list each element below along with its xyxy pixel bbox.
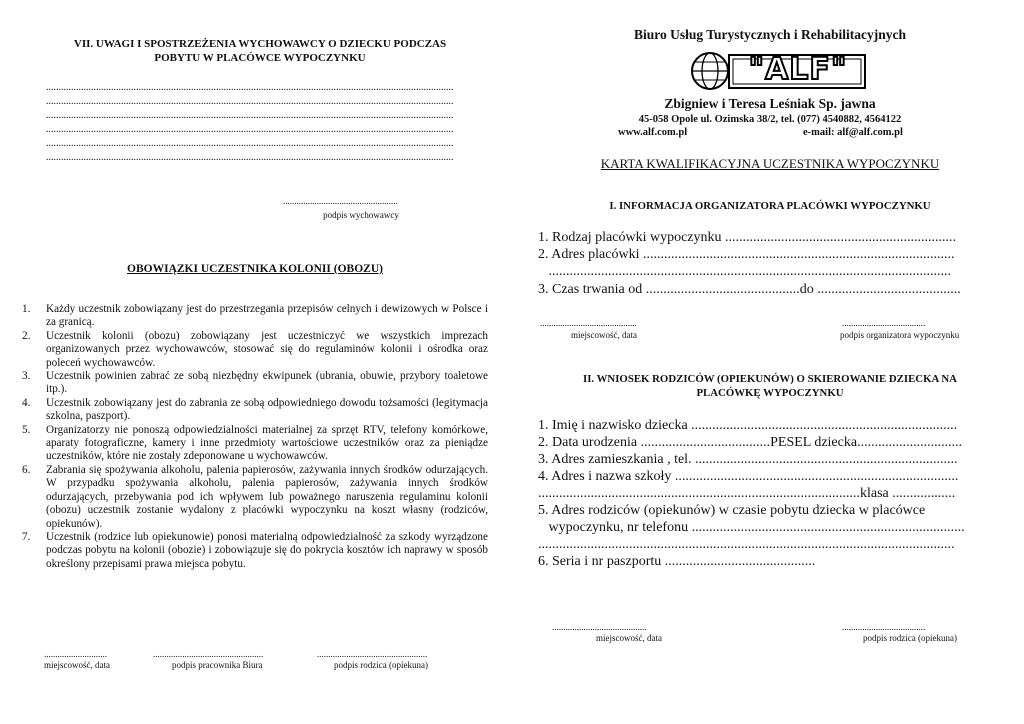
duties-list — [22, 303, 488, 571]
s2-row-birth-pesel[interactable]: 2. Data urodzenia .....................................PESEL dziecka.............................. — [538, 435, 963, 450]
s2-row-child-name[interactable]: 1. Imię i nazwisko dziecka ............................................................................ — [538, 418, 958, 433]
parent-signature-label-left: podpis rodzica (opiekuna) — [334, 660, 428, 670]
list-item — [22, 531, 488, 571]
remark-line-6[interactable]: ................................................................................................................................................................... — [46, 152, 454, 163]
item-number: 2. — [22, 329, 31, 342]
parent-signature-line-left[interactable]: ................................................. — [317, 649, 428, 659]
item-text: Organizatorzy nie ponoszą odpowiedzialności materialnej za sprzęt RTV, telefony komórkowe, aparaty fotograficzne, kamery i inne przedmioty wartościowe uczestników oraz za pieniądze uczestników, które nie zostały zdeponowane u wychowawców. — [46, 423, 488, 463]
office-signature-line[interactable]: ................................................. — [153, 649, 264, 659]
bottom-date-line[interactable]: ............................ — [44, 649, 107, 659]
list-item — [22, 424, 488, 464]
email-link[interactable]: e-mail: alf@alf.com.pl — [803, 127, 903, 138]
remark-line-1[interactable]: ................................................................................................................................................................... — [46, 82, 454, 93]
remark-line-3[interactable]: ................................................................................................................................................................... — [46, 110, 454, 121]
remark-line-2[interactable]: ................................................................................................................................................................... — [46, 96, 454, 107]
item-text: Uczestnik zobowiązany jest do zabrania ze sobą odpowiedniego dowodu tożsamości (legitymacja szkolna, paszport). — [46, 396, 488, 423]
remark-line-4[interactable]: ................................................................................................................................................................... — [46, 124, 454, 135]
s2-date-label: miejscowość, data — [596, 633, 662, 643]
list-item — [22, 464, 488, 531]
company-name: Biuro Usług Turystycznych i Rehabilitacyjnych — [633, 27, 907, 42]
s2-row-extra-line[interactable]: ....................................................................................................................... — [538, 537, 955, 552]
s1-row-facility-address[interactable]: 2. Adres placówki ......................................................................................... — [538, 247, 955, 262]
list-item — [22, 330, 488, 370]
section1-title: I. INFORMACJA ORGANIZATORA PLACÓWKI WYPOCZYNKU — [609, 200, 931, 212]
card-title: KARTA KWALIFIKACYJNA UCZESTNIKA WYPOCZYNKU — [600, 156, 940, 171]
item-text: Każdy uczestnik zobowiązany jest do przestrzegania przepisów celnych i dewizowych w Polsce i za granicą. — [46, 303, 488, 329]
parent-signature-label-right: podpis rodzica (opiekuna) — [863, 633, 957, 643]
list-item — [22, 370, 488, 397]
item-text: Uczestnik (rodzice lub opiekunowie) ponosi materialną odpowiedzialność za szkody wyrządzone podczas pobytu na kolonii (obozie) i zobowiązuje się do pokrycia kosztów ich naprawy w sposób określony przepisami prawa miejsca pobytu. — [46, 530, 488, 570]
educator-signature-label: podpis wychowawcy — [323, 210, 399, 220]
alf-logo — [689, 50, 867, 92]
bottom-date-label: miejscowość, data — [44, 660, 110, 670]
item-number: 4. — [22, 396, 31, 409]
item-number: 5. — [22, 423, 31, 436]
section2-title-line1: II. WNIOSEK RODZICÓW (OPIEKUNÓW) O SKIEROWANIE DZIECKA NA — [583, 373, 957, 385]
s2-row-class[interactable]: ............................................................................................klasa .................. — [538, 486, 956, 501]
section2-title-line2: PLACÓWKĘ WYPOCZYNKU — [696, 387, 844, 399]
address: 45-058 Opole ul. Ozimska 38/2, tel. (077) 4540882, 4564122 — [638, 114, 902, 125]
s1-row-facility-type[interactable]: 1. Rodzaj placówki wypoczynku .................................................................. — [538, 230, 957, 245]
educator-signature-line[interactable]: ................................................... — [283, 196, 398, 206]
s1-date-line[interactable]: ........................................... — [540, 318, 637, 328]
parent-signature-line-right[interactable]: ..................................... — [842, 622, 926, 632]
remark-line-5[interactable]: ................................................................................................................................................................... — [46, 138, 454, 149]
section7-title-line2: POBYTU W PLACÓWCE WYPOCZYNKU — [154, 52, 366, 64]
s2-row-school[interactable]: 4. Adres i nazwa szkoły ................................................................................. — [538, 469, 959, 484]
s1-row-facility-address-2[interactable]: ................................................................................................................... — [538, 264, 951, 279]
office-signature-label: podpis pracownika Biura — [172, 660, 263, 670]
s1-date-label: miejscowość, data — [571, 330, 637, 340]
s2-row-home-address[interactable]: 3. Adres zamieszkania , tel. ........................................................................... — [538, 452, 958, 467]
s1-row-duration[interactable]: 3. Czas trwania od ............................................do ......................................... — [538, 282, 961, 297]
organizer-signature-line[interactable]: ..................................... — [842, 318, 926, 328]
item-number: 1. — [22, 303, 31, 315]
owners: Zbigniew i Teresa Leśniak Sp. jawna — [664, 96, 876, 111]
organizer-signature-label: podpis organizatora wypoczynku — [840, 330, 960, 340]
item-number: 7. — [22, 530, 31, 543]
section7-title-line1: VII. UWAGI I SPOSTRZEŻENIA WYCHOWAWCY O DZIECKU PODCZAS — [73, 38, 447, 50]
website-link[interactable]: www.alf.com.pl — [618, 127, 688, 138]
logo-text: "ALF" — [748, 52, 848, 87]
item-text: Uczestnik powinien zabrać ze sobą niezbędny ekwipunek (ubrania, obuwie, przybory toaletowe itp.). — [46, 370, 488, 396]
list-item — [22, 397, 488, 424]
s2-date-line[interactable]: .......................................... — [552, 622, 647, 632]
item-text: Uczestnik kolonii (obozu) zobowiązany jest uczestniczyć we wszystkich imprezach organizowanych przez wychowawców, stosować się do regulaminów kolonii i ośrodka oraz poleceń wychowawców. — [46, 329, 488, 369]
item-number: 6. — [22, 463, 31, 476]
duties-title: OBOWIĄZKI UCZESTNIKA KOLONII (OBOZU) — [127, 263, 383, 275]
item-text: Zabrania się spożywania alkoholu, palenia papierosów, zażywania innych środków odurzających. W przypadku spożywania alkoholu, palenia papierosów, zażywania innych środków odurzających, przebywania pod ich wpływem lub poważnego naruszenia regulaminu kolonii (obozu) uczestnik zostanie wydalony z placówki wypoczynku na koszt własny (rodziców, opiekunów). — [46, 463, 488, 530]
s2-row-parents-phone[interactable]: wypoczynku, nr telefonu .............................................................................. — [538, 520, 965, 535]
s2-row-passport[interactable]: 6. Seria i nr paszportu ........................................... — [538, 554, 816, 569]
item-number: 3. — [22, 370, 31, 383]
list-item — [22, 303, 488, 330]
s2-row-parents-address: 5. Adres rodziców (opiekunów) w czasie pobytu dziecka w placówce — [538, 503, 926, 518]
